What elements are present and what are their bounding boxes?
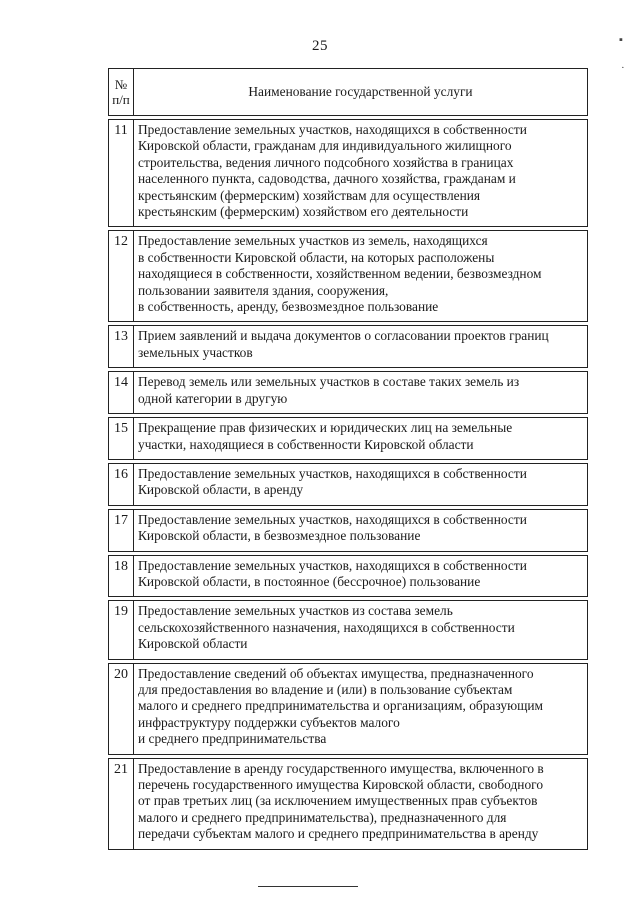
services-table <box>108 68 588 850</box>
service-name-line: находящиеся в собственности, хозяйственном ведении, безвозмездном <box>138 266 542 282</box>
service-name-cell <box>134 326 588 368</box>
service-name-line: Предоставление земельных участков, находящихся в собственности <box>138 465 527 481</box>
service-name-line: Предоставление сведений об объектах имущества, предназначенного <box>138 665 534 681</box>
service-name-line: Предоставление в аренду государственного имущества, включенного в <box>138 760 544 776</box>
service-name-line: для предоставления во владение и (или) в пользование субъектам <box>138 681 513 697</box>
row-number: 21 <box>109 758 134 849</box>
service-name-line: Предоставление земельных участков, находящихся в собственности <box>138 557 527 573</box>
service-name-line: Кировской области <box>138 636 248 652</box>
service-name-line: участки, находящиеся в собственности Кировской области <box>138 436 474 452</box>
table-header-row <box>109 69 588 116</box>
service-name-line: земельных участков <box>138 344 253 360</box>
row-number: 11 <box>109 120 134 227</box>
service-name-line: передачи субъектам малого и среднего предпринимательства в аренду <box>138 826 539 842</box>
service-name-line: Прекращение прав физических и юридических лиц на земельные <box>138 420 513 436</box>
row-number: 14 <box>109 372 134 414</box>
service-name-line: Предоставление земельных участков, находящихся в собственности <box>138 511 527 527</box>
service-name-line: Перевод земель или земельных участков в составе таких земель из <box>138 374 520 390</box>
table-row <box>109 758 588 849</box>
service-name-line: одной категории в другую <box>138 390 288 406</box>
service-name-cell <box>134 663 588 754</box>
row-number: 15 <box>109 418 134 460</box>
row-number: 18 <box>109 555 134 597</box>
service-name-line: и среднего предпринимательства <box>138 731 327 747</box>
service-name-line: малого и среднего предпринимательства), предназначенного для <box>138 809 507 825</box>
service-name-line: перечень государственного имущества Кировской области, свободного <box>138 777 544 792</box>
service-name-line: малого и среднего предпринимательства и организациям, образующим <box>138 698 544 714</box>
service-name-line: от прав третьих лиц (за исключением имущественных прав субъектов <box>138 793 538 809</box>
service-name-cell <box>134 509 588 551</box>
row-number: 13 <box>109 326 134 368</box>
scan-mark: · <box>621 62 625 74</box>
service-name-line: Кировской области, в безвозмездное пользование <box>138 528 421 544</box>
service-name-cell <box>134 418 588 460</box>
page-number: 25 <box>312 38 328 54</box>
service-name-cell <box>134 231 588 322</box>
table-row <box>109 509 588 551</box>
service-name-cell <box>134 601 588 659</box>
table-row <box>109 663 588 754</box>
table-row <box>109 120 588 227</box>
service-name-line: Кировской области, гражданам для индивидуального жилищного <box>138 138 512 154</box>
row-number: 12 <box>109 231 134 322</box>
service-name-line: в собственности Кировской области, на которых расположены <box>138 249 495 265</box>
row-number: 16 <box>109 463 134 505</box>
service-name-line: сельскохозяйственного назначения, находящихся в собственности <box>138 619 515 635</box>
service-name-line: строительства, ведения личного подсобного хозяйства в границах <box>138 154 514 170</box>
service-name-line: Предоставление земельных участков из земель, находящихся <box>138 233 488 249</box>
service-name-cell <box>134 120 588 227</box>
service-name-line: крестьянским (фермерским) хозяйством его деятельности <box>138 204 469 220</box>
column-header-service-name: Наименование государственной услуги <box>134 69 588 116</box>
column-header-number-line2: п/п <box>112 92 130 107</box>
service-name-cell <box>134 372 588 414</box>
table-row <box>109 372 588 414</box>
service-name-cell <box>134 463 588 505</box>
row-number: 17 <box>109 509 134 551</box>
service-name-line: Предоставление земельных участков из состава земель <box>138 603 453 619</box>
service-name-line: населенного пункта, садоводства, дачного хозяйства, гражданам и <box>138 171 516 187</box>
service-name-line: Кировской области, в аренду <box>138 482 304 498</box>
footer-rule <box>258 886 358 887</box>
table-body <box>109 116 588 850</box>
table-row <box>109 555 588 597</box>
service-name-line: Предоставление земельных участков, находящихся в собственности <box>138 122 527 137</box>
service-name-line: в собственность, аренду, безвозмездное пользование <box>138 299 439 315</box>
service-name-cell <box>134 555 588 597</box>
table-row <box>109 326 588 368</box>
column-header-number <box>109 69 134 116</box>
service-name-line: инфраструктуру поддержки субъектов малого <box>138 714 400 730</box>
table-row <box>109 231 588 322</box>
service-name-cell <box>134 758 588 849</box>
service-name-line: Кировской области, в постоянное (бессрочное) пользование <box>138 573 481 589</box>
row-number: 20 <box>109 663 134 754</box>
service-name-line: пользовании заявителя здания, сооружения, <box>138 282 389 298</box>
table-row <box>109 418 588 460</box>
row-number: 19 <box>109 601 134 659</box>
column-header-number-line1: № <box>114 77 128 92</box>
service-name-line: Прием заявлений и выдача документов о согласовании проектов границ <box>138 328 549 344</box>
scan-mark: ▪ <box>619 34 623 46</box>
table-row <box>109 463 588 505</box>
table-row <box>109 601 588 659</box>
service-name-line: крестьянским (фермерским) хозяйствам для осуществления <box>138 187 481 203</box>
